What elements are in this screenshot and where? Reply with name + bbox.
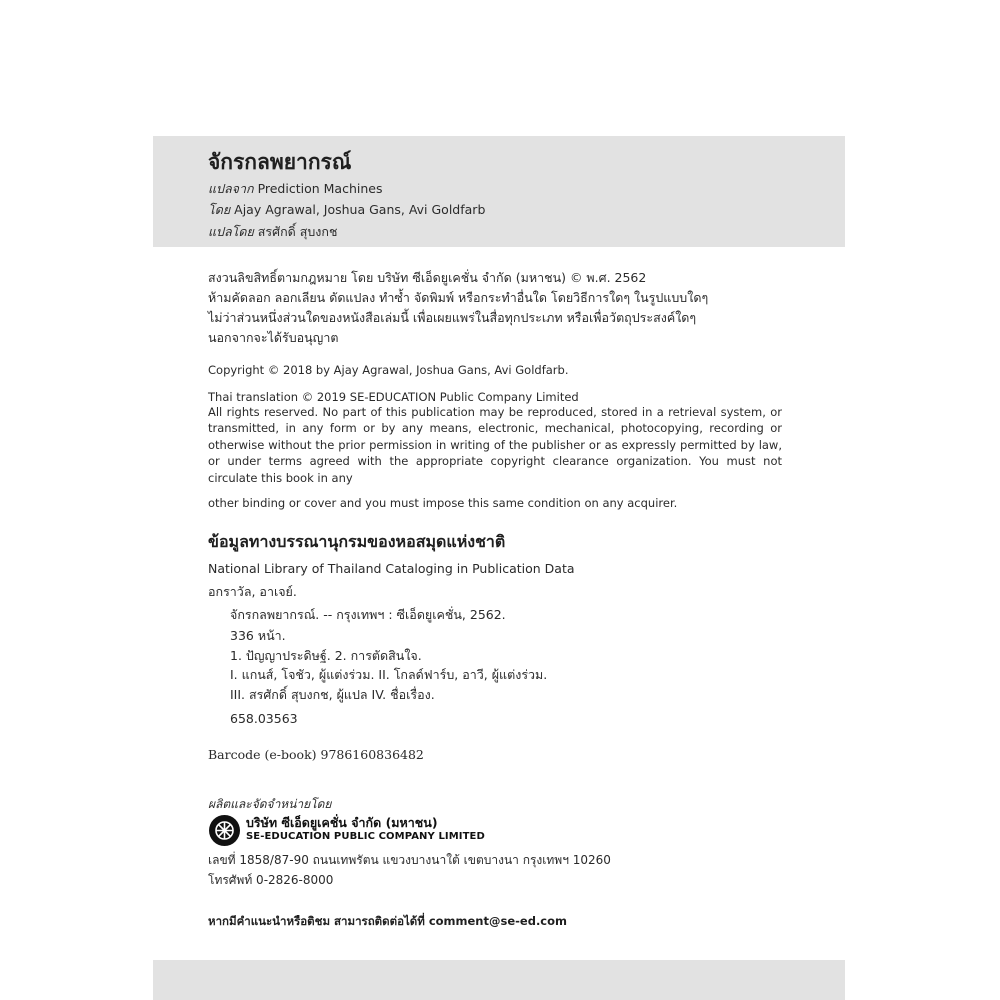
authors-line: [208, 200, 485, 220]
cip-added-entries-2: III. สรศักดิ์ สุบงกช, ผู้แปล IV. ชื่อเรื่อง.: [230, 687, 435, 702]
translated-from-label: แปลจาก: [208, 181, 254, 196]
publisher-address: เลขที่ 1858/87-90 ถนนเทพรัตน แขวงบางนาใต้ เขตบางนา กรุงเทพฯ 10260: [208, 853, 611, 867]
thai-rights-line: ไม่ว่าส่วนหนึ่งส่วนใดของหนังสือเล่มนี้ เพื่อเผยแพร่ในสื่อทุกประเภท หรือเพื่อวัตถุประสงค์ใดๆ: [208, 310, 697, 325]
authors-value: Ajay Agrawal, Joshua Gans, Avi Goldfarb: [234, 202, 486, 217]
rights-reserved-last-line: other binding or cover and you must impose this same condition on any acquirer.: [208, 496, 678, 511]
cip-subjects: 1. ปัญญาประดิษฐ์. 2. การตัดสินใจ.: [230, 648, 422, 663]
translator-label: แปลโดย: [208, 224, 254, 239]
book-title: จักรกลพยากรณ์: [208, 150, 352, 174]
cip-classification: 658.03563: [230, 711, 298, 726]
thai-rights-notice: [208, 268, 788, 348]
bottom-band: [153, 960, 845, 1000]
cip-heading: ข้อมูลทางบรรณานุกรมของหอสมุดแห่งชาติ: [208, 532, 506, 551]
translator-value: สรศักดิ์ สุบงกช: [257, 224, 338, 239]
cip-subheading: National Library of Thailand Cataloging in Publication Data: [208, 561, 575, 576]
copyright-translation: Thai translation © 2019 SE-EDUCATION Public Company Limited: [208, 390, 579, 404]
se-ed-logo-icon: [209, 815, 240, 846]
authors-label: โดย: [208, 202, 231, 217]
publisher-name-en: SE-EDUCATION PUBLIC COMPANY LIMITED: [246, 831, 485, 842]
copyright-original: Copyright © 2018 by Ajay Agrawal, Joshua Gans, Avi Goldfarb.: [208, 363, 569, 377]
feedback-contact: หากมีคำแนะนำหรือติชม สามารถติดต่อได้ที่ comment@se-ed.com: [208, 914, 568, 928]
barcode-isbn: Barcode (e-book) 9786160836482: [208, 747, 424, 762]
cip-pages: 336 หน้า.: [230, 628, 286, 643]
rights-reserved-notice: [208, 404, 782, 511]
thai-rights-line: สงวนลิขสิทธิ์ตามกฎหมาย โดย บริษัท ซีเอ็ดยูเคชั่น จำกัด (มหาชน) © พ.ศ. 2562: [208, 270, 647, 285]
thai-rights-line: นอกจากจะได้รับอนุญาต: [208, 330, 339, 345]
cip-author: อกราวัล, อาเจย์.: [208, 584, 297, 599]
publisher-name-th: บริษัท ซีเอ็ดยูเคชั่น จำกัด (มหาชน): [246, 815, 438, 830]
translator-line: [208, 222, 337, 242]
rights-reserved-text: All rights reserved. No part of this publication may be reproduced, stored in a retrieval system, or transmitted, in any form or by any means, electronic, mechanical, photocopying, recording or otherwise without the prior permission in writing of the publisher or as expressly permitted by law, or under terms agreed with the appropriate copyright clearance organization. You must not circulate this book in any: [208, 405, 782, 485]
thai-rights-line: ห้ามคัดลอก ลอกเลียน ดัดแปลง ทำซ้ำ จัดพิมพ์ หรือกระทำอื่นใด โดยวิธีการใดๆ ในรูปแบบใดๆ: [208, 290, 709, 305]
translated-from-line: [208, 179, 382, 199]
produced-by-label: ผลิตและจัดจำหน่ายโดย: [208, 797, 332, 811]
cip-added-entries: I. แกนส์, โจชัว, ผู้แต่งร่วม. II. โกลด์ฟาร์บ, อาวี, ผู้แต่งร่วม.: [230, 667, 548, 682]
cip-title-line: จักรกลพยากรณ์. -- กรุงเทพฯ : ซีเอ็ดยูเคชั่น, 2562.: [230, 607, 506, 622]
translated-from-value: Prediction Machines: [257, 181, 383, 196]
publisher-phone: โทรศัพท์ 0-2826-8000: [208, 873, 334, 887]
